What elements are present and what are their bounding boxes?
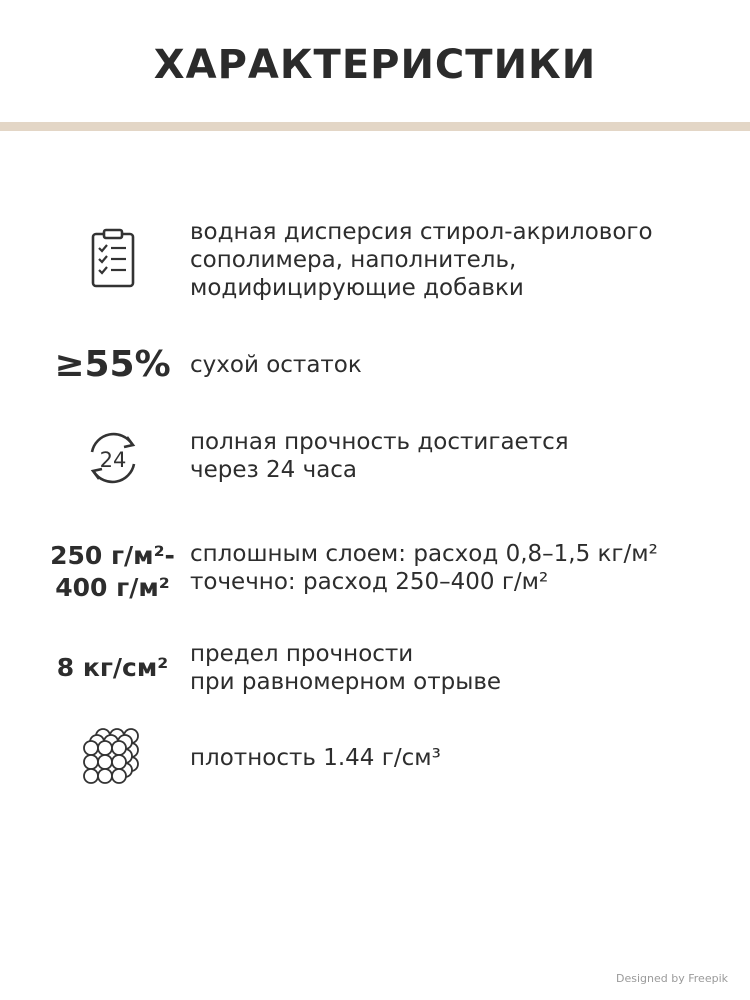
- spec-icon-container: [40, 722, 185, 786]
- spec-description-line: предел прочности: [190, 641, 414, 667]
- spec-description-line: плотность 1.44 г/см³: [190, 745, 441, 771]
- spec-value-line: 250 г/м²-: [50, 541, 175, 570]
- spec-description: [190, 744, 730, 772]
- 24-hour-cycle-icon: [80, 428, 146, 488]
- spec-value: 8 кг/см²: [56, 653, 169, 682]
- credit-text: Designed by Freepik: [616, 972, 728, 985]
- spec-description-line: сухой остаток: [190, 352, 362, 378]
- spec-description: [190, 218, 730, 302]
- molecule-density-icon: [77, 722, 149, 786]
- spec-value-line: 400 г/м²: [55, 573, 170, 602]
- spec-description-line: водная дисперсия стирол-акрилового: [190, 219, 653, 245]
- spec-description-line: сплошным слоем: расход 0,8–1,5 кг/м²: [190, 541, 658, 567]
- spec-description: [190, 540, 730, 596]
- sphere-mark: [112, 755, 126, 769]
- page-title: ХАРАКТЕРИСТИКИ: [153, 42, 597, 88]
- sphere-mark: [112, 741, 126, 755]
- spec-value: ≥55%: [54, 344, 171, 385]
- spec-description-line: точечно: расход 250–400 г/м²: [190, 569, 549, 595]
- spec-description: [190, 428, 730, 484]
- 24-hour-label: 24: [99, 448, 126, 472]
- sphere-mark: [98, 769, 112, 783]
- spec-description-line: полная прочность достигается: [190, 429, 569, 455]
- spec-description-line: модифицирующие добавки: [190, 275, 524, 301]
- header-divider: [0, 122, 750, 131]
- spec-description: [190, 640, 730, 696]
- sphere-mark: [84, 755, 98, 769]
- sphere-mark: [84, 741, 98, 755]
- header: [0, 0, 750, 122]
- spec-value: [40, 540, 185, 604]
- sphere-mark: [112, 769, 126, 783]
- sphere-mark: [98, 741, 112, 755]
- spec-description-line: при равномерном отрыве: [190, 669, 502, 695]
- spec-icon-container: [40, 428, 185, 488]
- clipboard-checklist-icon: [90, 228, 136, 288]
- spec-description: [190, 351, 730, 379]
- spec-description-line: через 24 часа: [190, 457, 358, 483]
- sphere-mark: [98, 755, 112, 769]
- sphere-mark: [84, 769, 98, 783]
- spec-icon-container: [40, 228, 185, 288]
- spec-description-line: сополимера, наполнитель,: [190, 247, 517, 273]
